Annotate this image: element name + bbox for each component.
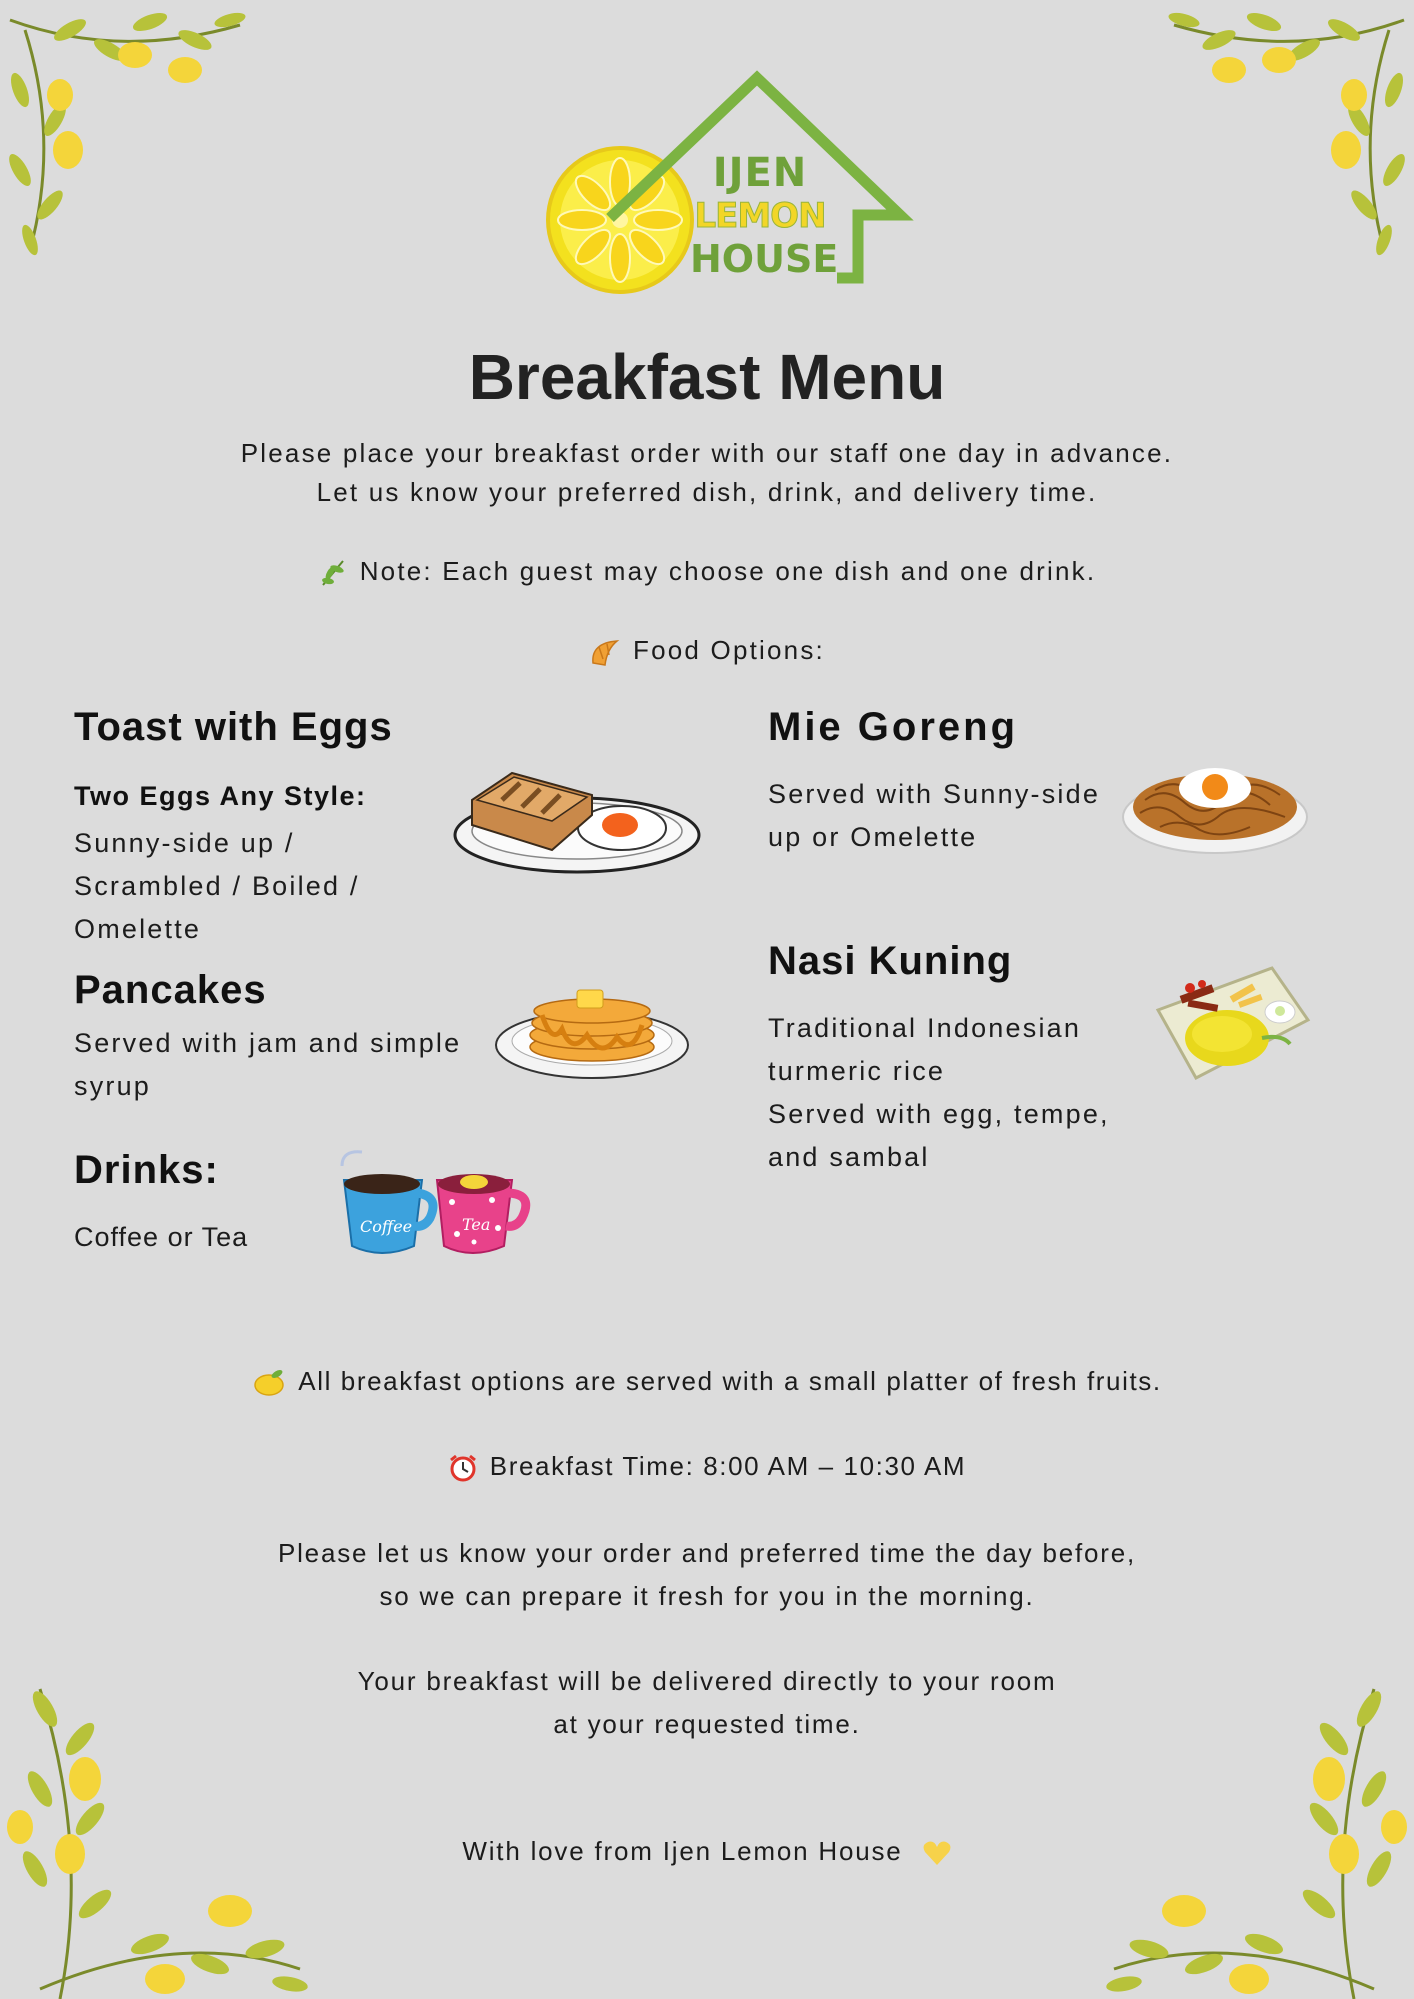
drinks-title: Drinks: — [74, 1148, 219, 1192]
lemon-branch-top-left — [0, 0, 260, 260]
toast-and-egg-image — [452, 765, 702, 880]
order-note-line-2: so we can prepare it fresh for you in the morning. — [379, 1581, 1035, 1611]
tea-cup-icon — [437, 1174, 526, 1253]
order-note-line-1: Please let us know your order and preferred time the day before, — [277, 1538, 1137, 1568]
pancakes-image — [492, 985, 692, 1085]
lemon-branch-top-right — [1154, 0, 1414, 260]
toast-option-line-2: Scrambled / Boiled / — [74, 871, 360, 901]
delivery-line-1: Your breakfast will be delivered directly to your room — [357, 1666, 1057, 1696]
intro-line-1: Please place your breakfast order with our staff one day in advance. — [240, 438, 1174, 468]
mie-goreng-title: Mie Goreng — [768, 705, 1019, 749]
toast-option-line-1: Sunny-side up / — [74, 828, 295, 858]
nasi-kuning-description-line-3: Served with egg, tempe, — [768, 1099, 1110, 1129]
pancakes-description-line-2: syrup — [74, 1071, 152, 1101]
food-options-line — [0, 635, 1414, 667]
nasi-kuning-image — [1152, 960, 1312, 1085]
page-title: Breakfast Menu — [468, 341, 946, 413]
toast-subtitle: Two Eggs Any Style: — [74, 781, 367, 811]
fruits-line — [0, 1366, 1414, 1398]
drinks-description: Coffee or Tea — [74, 1222, 249, 1252]
svg-text:Coffee: Coffee — [360, 1217, 413, 1236]
croissant-icon — [589, 637, 621, 667]
pancakes-title: Pancakes — [74, 968, 267, 1012]
logo-word-house: HOUSE — [690, 237, 839, 281]
alarm-clock-icon — [448, 1453, 478, 1483]
signoff-line — [0, 1836, 1414, 1867]
delivery-line-2: at your requested time. — [553, 1709, 861, 1739]
nasi-kuning-title: Nasi Kuning — [768, 939, 1013, 983]
mie-goreng-description-line-2: up or Omelette — [768, 822, 978, 852]
food-options-heading: Food Options: — [633, 635, 825, 665]
fruits-text: All breakfast options are served with a small platter of fresh fruits. — [298, 1366, 1162, 1396]
breakfast-time-line — [0, 1451, 1414, 1483]
ijen-lemon-house-logo — [540, 70, 920, 305]
logo-word-ijen: IJEN — [712, 150, 808, 196]
logo-word-lemon: LEMON — [694, 196, 826, 236]
toast-with-eggs-title: Toast with Eggs — [74, 705, 393, 749]
yellow-heart-icon — [922, 1839, 952, 1867]
signoff-text: With love from Ijen Lemon House — [462, 1836, 903, 1866]
coffee-cup-icon — [342, 1152, 433, 1253]
lemon-icon — [252, 1368, 286, 1398]
toast-option-line-3: Omelette — [74, 914, 202, 944]
coffee-and-tea-cups-image — [322, 1138, 532, 1258]
breakfast-time-text: Breakfast Time: 8:00 AM – 10:30 AM — [489, 1451, 967, 1481]
mie-goreng-image — [1120, 755, 1310, 860]
nasi-kuning-description-line-1: Traditional Indonesian — [768, 1013, 1082, 1043]
intro-line-2: Let us know your preferred dish, drink, and delivery time. — [316, 477, 1098, 507]
nasi-kuning-description-line-4: and sambal — [768, 1142, 930, 1172]
pancakes-description-line-1: Served with jam and simple — [74, 1028, 462, 1058]
svg-text:Tea: Tea — [462, 1215, 491, 1234]
mie-goreng-description-line-1: Served with Sunny-side — [768, 779, 1101, 809]
note-line — [0, 556, 1414, 588]
nasi-kuning-description-line-2: turmeric rice — [768, 1056, 946, 1086]
herb-icon — [318, 558, 348, 588]
note-text: Note: Each guest may choose one dish and one drink. — [359, 556, 1097, 586]
